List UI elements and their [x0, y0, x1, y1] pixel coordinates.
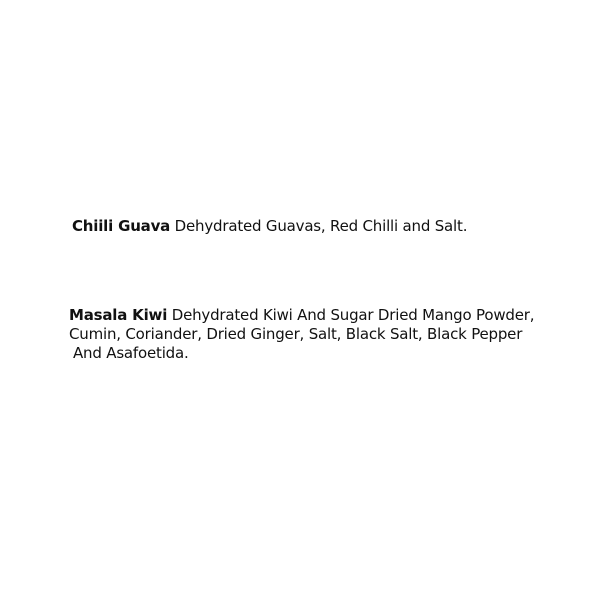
ingredient-line: Cumin, Coriander, Dried Ginger, Salt, Black Salt, Black Pepper	[69, 325, 523, 343]
ingredient-text: Dehydrated Kiwi And Sugar Dried Mango Powder,	[171, 306, 535, 324]
product-masala-kiwi	[69, 306, 534, 363]
ingredient-line	[69, 306, 534, 325]
ingredient-line: And Asafoetida.	[73, 344, 189, 362]
ingredient-line	[72, 217, 467, 236]
product-chilli-guava	[72, 217, 467, 236]
product-name: Masala Kiwi	[69, 306, 168, 324]
product-name: Chiili Guava	[72, 217, 171, 235]
ingredient-text: Dehydrated Guavas, Red Chilli and Salt.	[174, 217, 468, 235]
